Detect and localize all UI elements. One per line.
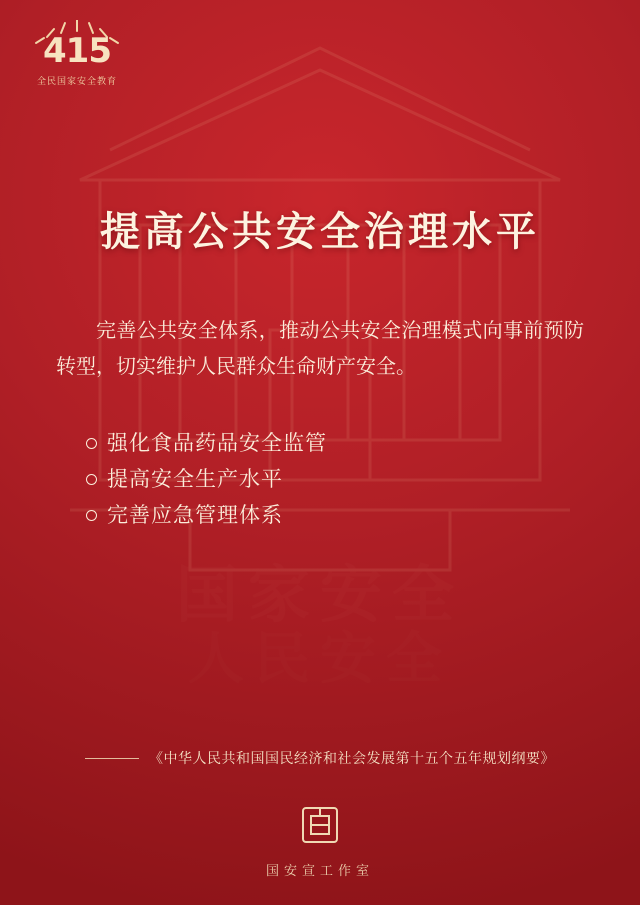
- bullet-list: [86, 425, 327, 533]
- footer: [0, 804, 640, 879]
- divider: [85, 758, 139, 759]
- circle-bullet-icon: [86, 474, 97, 485]
- watermark-text-line-2: [0, 615, 640, 695]
- watermark-text-line-1: [0, 545, 640, 634]
- circle-bullet-icon: [86, 438, 97, 449]
- footer-org-label: 国安宣工作室: [265, 864, 374, 879]
- list-item-label: 强化食品药品安全监管: [107, 431, 327, 455]
- logo-subtitle: 全民国家安全教育: [36, 77, 117, 87]
- source-text: 《中华人民共和国国民经济和社会发展第十五个五年规划纲要》: [149, 751, 555, 767]
- list-item: [86, 425, 327, 461]
- logo-number: 415: [43, 31, 111, 71]
- list-item-label: 完善应急管理体系: [107, 503, 283, 527]
- logo: [22, 18, 132, 96]
- list-item-label: 提高安全生产水平: [107, 467, 283, 491]
- body-paragraph: 完善公共安全体系，推动公共安全治理模式向事前预防转型，切实维护人民群众生命财产安全。: [56, 318, 584, 378]
- list-item: [86, 461, 327, 497]
- page-title: 提高公共安全治理水平: [100, 209, 540, 255]
- circle-bullet-icon: [86, 510, 97, 521]
- list-item: [86, 497, 327, 533]
- source-citation: [0, 748, 640, 768]
- seal-emblem-icon: [299, 804, 341, 846]
